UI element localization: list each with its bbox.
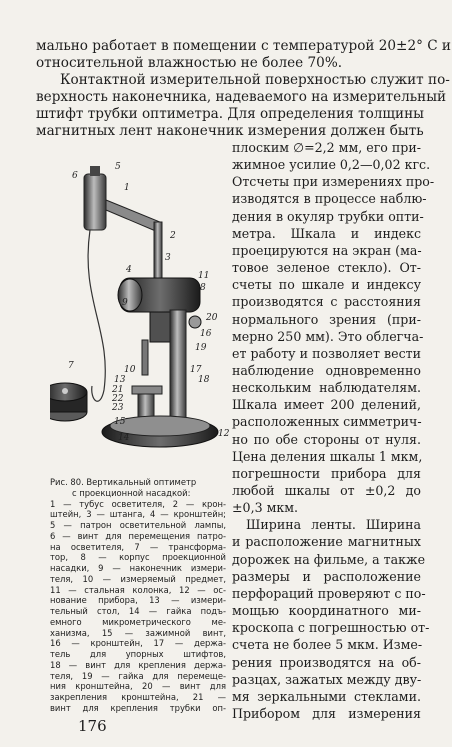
- figure-label: 6: [72, 171, 78, 181]
- figure-label: 12: [218, 429, 230, 439]
- text-line: относительной влажностью не более 70%.: [36, 55, 343, 71]
- figure-label: 14: [118, 433, 130, 443]
- caption-line: тор, 8 — корпус проекционной: [50, 552, 226, 563]
- text-line: магнитных лент наконечник измерения должен быть: [36, 123, 424, 139]
- text-line: ±0,3 мкм.: [232, 500, 299, 516]
- figure-label: 22: [112, 394, 124, 404]
- text-line: нормального зрения (при-: [232, 311, 421, 327]
- figure-label: 3: [165, 253, 171, 263]
- text-line: дения в окуляр трубки опти-: [232, 208, 424, 224]
- text-line: Контактной измерительной поверхностью служит по-: [60, 72, 450, 88]
- figure-label: 18: [198, 375, 210, 385]
- figure-label: 8: [200, 283, 206, 293]
- caption-line: штейн, 3 — штанга, 4 — кронштейн;: [50, 509, 226, 520]
- figure-label: 19: [195, 343, 207, 353]
- text-line: мерно 250 мм). Это облегча-: [232, 328, 424, 344]
- caption-line: на осветителя, 7 — трансформа-: [50, 541, 226, 552]
- page-number: 176: [78, 717, 107, 735]
- figure-label: 5: [115, 162, 121, 172]
- text-line: кроскопа с погрешностью от-: [232, 620, 430, 636]
- text-line: плоским ∅=2,2 мм, его при-: [232, 140, 421, 155]
- text-line: расположенных симметрич-: [232, 414, 422, 430]
- text-line: мально работает в помещении с температурой 20±2° С и: [36, 38, 451, 54]
- text-line: но по обе стороны от нуля.: [232, 431, 421, 447]
- text-line: Прибором для измерения: [232, 706, 421, 721]
- caption-line: 6 — винт для перемещения патро-: [50, 530, 226, 541]
- figure-label: 23: [112, 403, 124, 413]
- caption-line: 18 — винт для крепления держа-: [50, 659, 226, 670]
- text-line: ет работу и позволяет вести: [232, 345, 421, 361]
- figure-label: 10: [124, 365, 136, 375]
- figure-label: 2: [170, 231, 176, 241]
- caption-line: винт для крепления трубки оп-: [50, 703, 226, 713]
- caption-line: теля, 19 — гайка для перемеще-: [50, 670, 226, 681]
- figure-label: 20: [206, 313, 218, 323]
- text-line: товое зеленое стекло). От-: [232, 260, 421, 276]
- figure-label: 1: [124, 183, 130, 193]
- figure-label: 21: [112, 385, 124, 395]
- caption-line: нование прибора, 13 — измери-: [50, 595, 226, 606]
- caption-line: 11 — стальная колонка, 12 — ос-: [50, 584, 226, 595]
- text-line: любой шкалы от ±0,2 до: [232, 483, 421, 499]
- text-line-italic-heading: Ширина ленты. Ширина: [246, 517, 421, 533]
- figure-label: 15: [114, 417, 126, 427]
- text-line: перфораций проверяют с по-: [232, 585, 426, 601]
- caption-title: Рис. 80. Вертикальный оптиметр: [50, 477, 197, 487]
- caption-line: тель для упорных штифтов,: [50, 649, 226, 660]
- text-line: рения производятся на об-: [232, 654, 421, 670]
- caption-line: теля, 10 — измеряемый предмет,: [50, 573, 226, 584]
- text-line: изводятся в процессе наблю-: [232, 191, 427, 207]
- figure-label: 4: [126, 265, 132, 275]
- text-line: счеты по шкале и индексу: [232, 277, 421, 293]
- figure-label: 13: [114, 375, 126, 385]
- text-line: Шкала имеет 200 делений,: [232, 397, 421, 413]
- caption-line: насадки, 9 — наконечник измери-: [50, 563, 226, 574]
- caption-line: ханизма, 15 — зажимной винт,: [50, 627, 226, 638]
- text-line: верхность наконечника, надеваемого на измерительный: [36, 89, 447, 105]
- figure-label: 16: [200, 329, 212, 339]
- figure-label: 7: [68, 361, 74, 371]
- caption-line: с проекционной насадкой:: [72, 487, 191, 498]
- caption-line: тельный стол, 14 — гайка подъ-: [50, 606, 226, 617]
- text-line: наблюдение одновременно: [232, 362, 421, 378]
- caption-line: ния кронштейна, 20 — винт для: [50, 681, 226, 692]
- text-line: и расположение магнитных: [232, 534, 421, 550]
- text-line: мя зеркальными стеклами.: [232, 688, 421, 704]
- text-line: штифт трубки оптиметра. Для определения толщины: [36, 106, 424, 122]
- text-line: размеры и расположение: [232, 568, 421, 584]
- caption-line: емного микрометрического ме-: [50, 616, 226, 627]
- text-line: дорожек на фильме, а также: [232, 551, 426, 567]
- text-line: мощью координатного ми-: [232, 603, 421, 619]
- text-line: разцах, зажатых между дву-: [232, 671, 422, 687]
- figure-label: 11: [198, 271, 210, 281]
- caption-line: 5 — патрон осветительной лампы,: [50, 520, 226, 531]
- figure-label: 17: [190, 365, 202, 375]
- optimeter-figure: [50, 160, 240, 475]
- text-line: погрешности прибора для: [232, 465, 421, 481]
- text-line: Отсчеты при измерениях про-: [232, 174, 435, 190]
- figure-label: 9: [122, 298, 128, 308]
- text-line: Цена деления шкалы 1 мкм,: [232, 448, 423, 464]
- text-line: счета не более 5 мкм. Изме-: [232, 637, 423, 653]
- text-line: метра. Шкала и индекс: [232, 225, 421, 241]
- text-line: жимное усилие 0,2—0,02 кгс.: [232, 157, 431, 173]
- text-line: нескольким наблюдателям.: [232, 380, 421, 396]
- caption-line: закрепления кронштейна, 21 —: [50, 692, 226, 703]
- text-line: производятся с расстояния: [232, 294, 421, 310]
- caption-line: 1 — тубус осветителя, 2 — крон-: [50, 498, 226, 509]
- caption-line: 16 — кронштейн, 17 — держа-: [50, 638, 226, 649]
- text-line: проецируются на экран (ма-: [232, 242, 422, 258]
